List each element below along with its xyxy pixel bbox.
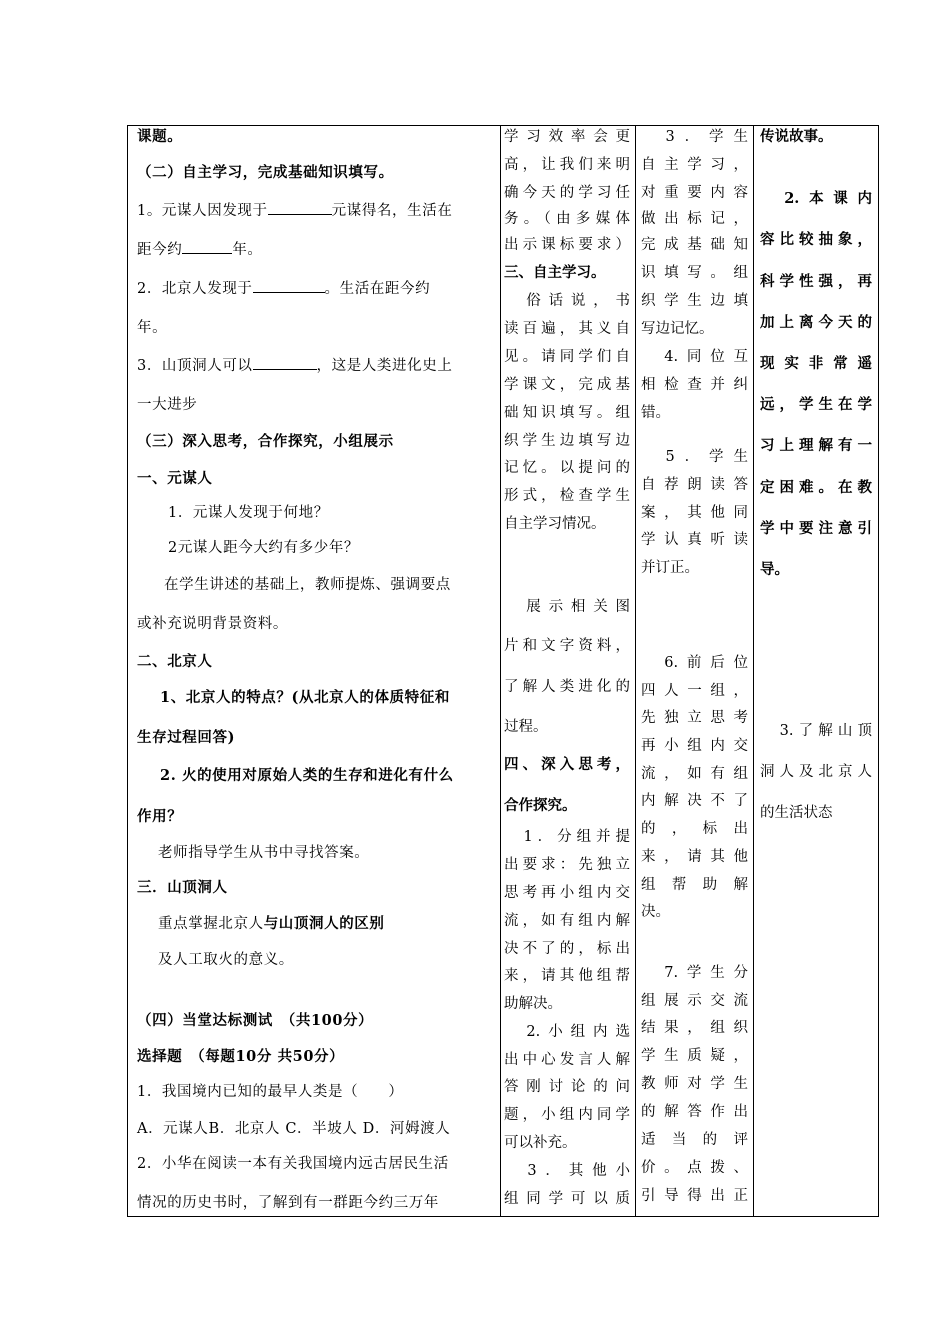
text-line: 及人工取火的意义。	[158, 952, 294, 968]
text-line: 适当的评	[641, 1132, 748, 1148]
text-line: 组帮助解	[641, 877, 748, 893]
text-line: 案，其他同	[641, 505, 748, 521]
text-line: 内解决不了	[641, 793, 748, 809]
answer-blank	[182, 239, 232, 254]
text-line: 记忆。以提问的	[504, 460, 630, 476]
text-line: 错。	[641, 405, 670, 421]
fill-blank-question: 3．山顶洞人可以 ，这是人类进化史上	[137, 355, 492, 377]
text-line: 学生质疑，	[641, 1048, 748, 1064]
subsection-heading: 一、元谋人	[137, 470, 213, 487]
text-line: 定困难。在教	[760, 479, 872, 496]
text-line: 传说故事。	[760, 128, 833, 145]
text-line: 学认真听读	[641, 532, 748, 548]
text-line: 础知识填写。组	[504, 405, 630, 421]
text-line: 7.学生分	[641, 965, 748, 981]
text-line: 出示课标要求）	[504, 237, 630, 253]
question-line: 1．元谋人发现于何地？	[168, 505, 329, 521]
text-line: 或补充说明背景资料。	[137, 616, 288, 632]
text-line: 答刚讨论的问	[504, 1079, 630, 1095]
text-line: 学课文，完成基	[504, 377, 630, 393]
fill-blank-question: 1。元谋人因发现于 元谋得名，生活在	[137, 200, 492, 222]
text-line: 题，小组内同学	[504, 1107, 630, 1123]
text-line: 教师对学生	[641, 1076, 748, 1092]
text-line: 3．学生	[641, 129, 748, 145]
text-line: 习上理解有一	[760, 437, 872, 454]
text-line: 在学生讲述的基础上，教师提炼、强调要点	[164, 577, 451, 593]
answer-blank	[253, 278, 325, 293]
text-line: 展示相关图	[504, 599, 630, 615]
text-line: 四人一组，	[641, 683, 748, 699]
answer-blank	[268, 200, 332, 215]
text-line: 做出标记，	[641, 211, 748, 227]
text-line: 再小组内交	[641, 738, 748, 754]
section-heading: 合作探究。	[504, 797, 577, 814]
question-line: 1、北京人的特点？(从北京人的体质特征和	[160, 689, 450, 706]
text-line: 导。	[760, 561, 789, 578]
text-line: 形式，检查学生	[504, 488, 630, 504]
question-line: 2. 火的使用对原始人类的生存和进化有什么	[160, 767, 454, 784]
text-line: 写边记忆。	[641, 321, 714, 337]
text-line: 自主学习情况。	[504, 516, 606, 532]
text-line: 自主学习，	[641, 157, 748, 173]
text-line: 完成基础知	[641, 237, 748, 253]
text-line: 读百遍，其义自	[504, 321, 630, 337]
section-heading: 四、深入思考，	[504, 756, 630, 773]
fill-blank-question: 2．北京人发现于 。生活在距今约	[137, 278, 492, 300]
text-line: 自荐朗读答	[641, 477, 748, 493]
question-line: 生存过程回答)	[137, 729, 236, 746]
text-line: 学习效率会更	[504, 129, 630, 145]
text-line: 远，学生在学	[760, 396, 872, 413]
text-line: 的生活状态	[760, 805, 833, 821]
text-line: 务。（由多媒体	[504, 211, 630, 227]
text-line: 1．分组并提	[504, 829, 630, 845]
subsection-heading: 二、北京人	[137, 653, 213, 670]
subsection-heading: 选择题 （每题10分 共50分）	[137, 1048, 345, 1065]
answer-blank	[253, 355, 317, 370]
text-line: 先独立思考	[641, 710, 748, 726]
text-line: 6.前后位	[641, 655, 748, 671]
section-heading: （三）深入思考，合作探究，小组展示	[137, 433, 394, 450]
text-line: 高，让我们来明	[504, 157, 630, 173]
text-line: 织学生边填	[641, 293, 748, 309]
text-line: 容比较抽象，	[760, 231, 872, 248]
section-heading: （四）当堂达标测试 （共100分）	[137, 1012, 374, 1029]
text-line: 织学生边填写边	[504, 433, 630, 449]
text-line: 3．其他小	[504, 1163, 630, 1179]
text-line: 2.小组内选	[504, 1024, 630, 1040]
text-line: 3.了解山顶	[760, 723, 872, 739]
text-line: 年。	[137, 320, 168, 336]
text-line: 出中心发言人解	[504, 1052, 630, 1068]
text-line: 来，请其他	[641, 849, 748, 865]
quiz-options: A．元谋人B．北京人 C．半坡人 D．河姆渡人	[137, 1121, 451, 1137]
quiz-question: 2．小华在阅读一本有关我国境内远古居民生活	[137, 1156, 449, 1172]
text-line: 一大进步	[137, 397, 198, 413]
text-line: 的，标出	[641, 821, 748, 837]
text-line: 见。请同学们自	[504, 349, 630, 365]
text-line: 重点掌握北京人与山顶洞人的区别	[158, 915, 385, 932]
section-heading: 三、自主学习。	[504, 264, 606, 281]
text-line: 引导得出正	[641, 1188, 748, 1204]
text-line: 片和文字资料，	[504, 638, 630, 654]
text-line: 可以补充。	[504, 1135, 577, 1151]
text-line: 的解答作出	[641, 1104, 748, 1120]
text-line: 出要求：先独立	[504, 857, 630, 873]
text-line: 价。点拨、	[641, 1160, 748, 1176]
teacher-activity-column	[500, 126, 635, 1216]
question-line: 2元谋人距今大约有多少年？	[168, 540, 360, 556]
text-line: 相检查并纠	[641, 377, 748, 393]
quiz-question: 1．我国境内已知的最早人类是（ ）	[137, 1084, 404, 1100]
text-line: 组展示交流	[641, 993, 748, 1009]
text-line: 组同学可以质	[504, 1191, 630, 1207]
text-line: 老师指导学生从书中寻找答案。	[158, 845, 370, 861]
text-line: 科学性强，再	[760, 273, 872, 290]
fill-blank-question: 距今约 年。	[137, 239, 492, 261]
text-line: 课题。	[137, 128, 183, 145]
text-line: 并订正。	[641, 560, 699, 576]
text-line: 学中要注意引	[760, 520, 872, 537]
text-line: 结果，组织	[641, 1020, 748, 1036]
text-line: 俗话说，书	[504, 293, 630, 309]
text-line: 2.本课内	[760, 190, 872, 207]
text-line: 过程。	[504, 719, 548, 735]
text-line: 了解人类进化的	[504, 679, 630, 695]
text-line: 洞人及北京人	[760, 764, 872, 780]
text-line: 对重要内容	[641, 185, 748, 201]
question-line: 作用？	[137, 808, 183, 825]
subsection-heading: 三．山顶洞人	[137, 879, 228, 896]
text-line: 决不了的，标出	[504, 941, 630, 957]
text-line: 识填写。组	[641, 265, 748, 281]
text-line: 确今天的学习任	[504, 185, 630, 201]
text-line: 助解决。	[504, 996, 562, 1012]
text-line: 思考再小组内交	[504, 885, 630, 901]
design-intent-column	[753, 126, 879, 1216]
teaching-content-column	[128, 126, 500, 1216]
text-line: 5．学生	[641, 449, 748, 465]
quiz-question: 情况的历史书时，了解到有一群距今约三万年	[137, 1195, 439, 1211]
text-line: 决。	[641, 904, 670, 920]
text-line: 4.同位互	[641, 349, 748, 365]
text-line: 现实非常遥	[760, 355, 872, 372]
section-heading: （二）自主学习，完成基础知识填写。	[137, 164, 394, 181]
text-line: 流，如有组内解	[504, 913, 630, 929]
lesson-plan-table	[127, 125, 879, 1217]
text-line: 来，请其他组帮	[504, 968, 630, 984]
text-line: 流，如有组	[641, 766, 748, 782]
text-line: 加上离今天的	[760, 314, 872, 331]
student-activity-column	[635, 126, 753, 1216]
